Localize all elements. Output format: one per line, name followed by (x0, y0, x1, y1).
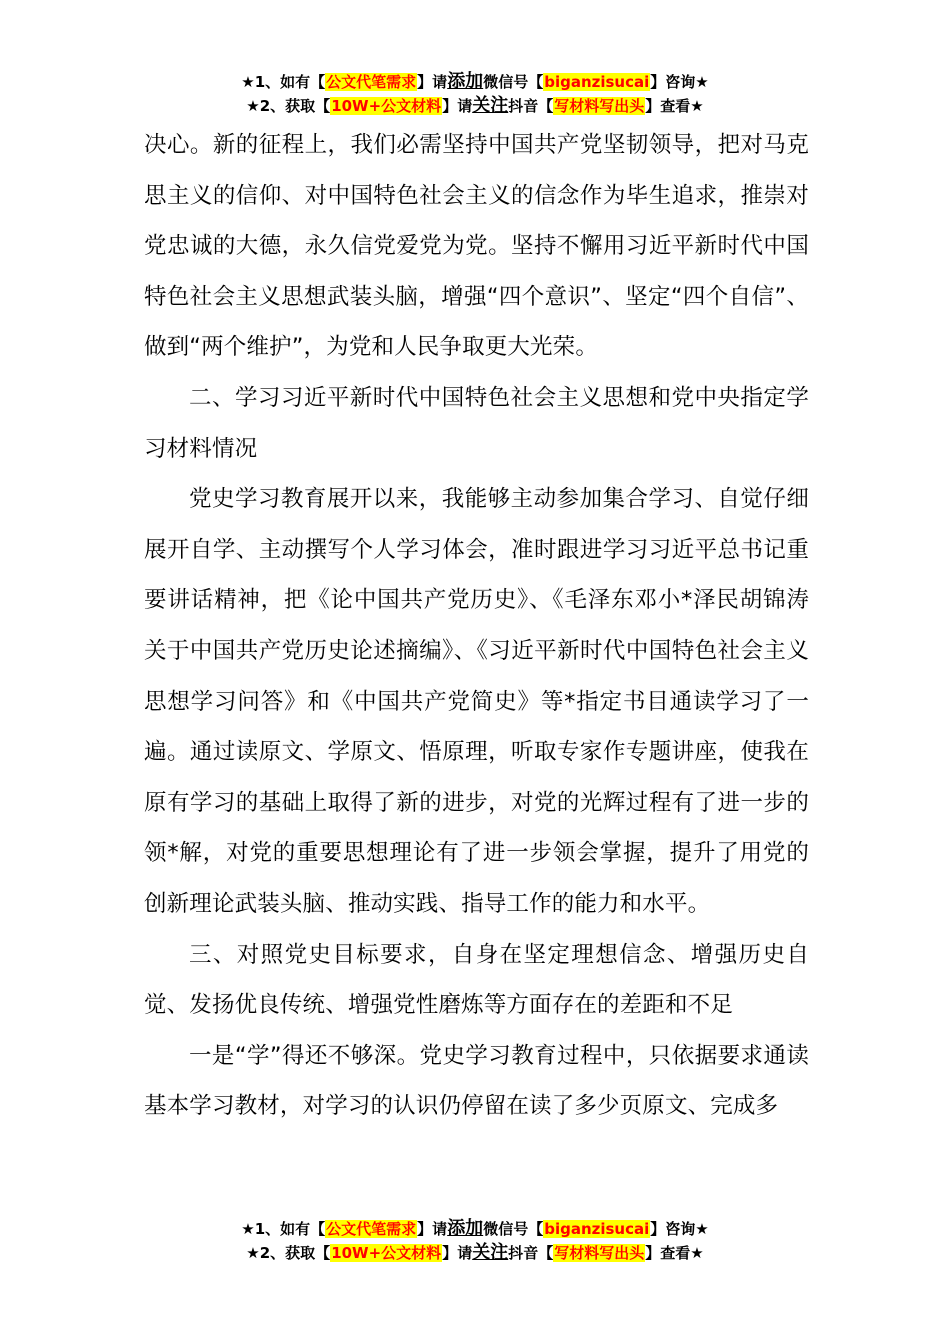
document-body (144, 120, 809, 1132)
paragraph-study-report: 党史学习教育展开以来，我能够主动参加集合学习、自觉仔细展开自学、主动撰写个人学习体会，准时跟进学习习近平总书记重要讲话精神，把《论中国共产党历史》、《毛泽东邓小*泽民胡锦涛关于中国共产党历史论述摘编》、《习近平新时代中国特色社会主义思想学习问答》和《中国共产党简史》等*指定书目通读学习了一遍。通过读原文、学原文、悟原理，听取专家作专题讲座，使我在原有学习的基础上取得了新的进步，对党的光辉过程有了进一步的领*解，对党的重要思想理论有了进一步领会掌握，提升了用党的创新理论武装头脑、推动实践、指导工作的能力和水平。 (144, 486, 809, 917)
footer-line2-mid1: 】请 (442, 1244, 473, 1262)
footer-line1-mid2: 微信号【 (483, 1220, 544, 1238)
footer-line1-mid1: 】请 (417, 1220, 448, 1238)
header-highlight-writing-service: 公文代笔需求 (326, 73, 417, 91)
footer-line2-follow-text: 关注 (472, 1242, 509, 1263)
paragraph-continuation: 决心。新的征程上，我们必需坚持中国共产党坚韧领导，把对马克思主义的信仰、对中国特色社会主义的信念作为毕生追求，推崇对党忠诚的大德，永久信党爱党为党。坚持不懈用习近平新时代中国特色社会主义思想武装头脑，增强“四个意识”、坚定“四个自信”、做到“两个维护”，为党和人民争取更大光荣。 (144, 132, 809, 361)
footer-line-2 (0, 1241, 950, 1265)
header-line2-mid2: 抖音【 (508, 97, 554, 115)
footer-line-1 (0, 1217, 950, 1241)
header-line2-suffix: 】查看★ (645, 97, 704, 115)
paragraph-shortcoming-1: 一是“学”得还不够深。党史学习教育过程中，只依据要求通读基本学习教材，对学习的认识仍停留在读了多少页原文、完成多 (144, 1042, 809, 1120)
header-line1-suffix: 】咨询★ (650, 73, 709, 91)
header-line1-mid2: 微信号【 (483, 73, 544, 91)
footer-highlight-materials: 10W+公文材料 (331, 1244, 442, 1262)
header-line1-add-text: 添加 (447, 71, 484, 92)
footer-highlight-douyin-id: 写材料写出头 (554, 1244, 645, 1262)
footer-line2-prefix: ★2、获取【 (246, 1244, 331, 1262)
page-footer-banner (0, 1217, 950, 1265)
header-line1-prefix: ★1、如有【 (241, 73, 326, 91)
footer-line2-mid2: 抖音【 (508, 1244, 554, 1262)
footer-line2-suffix: 】查看★ (645, 1244, 704, 1262)
section-heading-2: 二、学习习近平新时代中国特色社会主义思想和党中央指定学习材料情况 (144, 384, 809, 462)
header-line-1 (0, 70, 950, 94)
header-line2-prefix: ★2、获取【 (246, 97, 331, 115)
section-heading-3: 三、对照党史目标要求，自身在坚定理想信念、增强历史自觉、发扬优良传统、增强党性磨炼等方面存在的差距和不足 (144, 941, 809, 1019)
header-highlight-wechat-id: biganzisucai (544, 73, 650, 91)
header-line2-follow-text: 关注 (472, 95, 509, 116)
footer-highlight-writing-service: 公文代笔需求 (326, 1220, 417, 1238)
footer-line1-add-text: 添加 (447, 1218, 484, 1239)
header-line-2 (0, 94, 950, 118)
page-header-banner (0, 70, 950, 118)
header-line1-mid1: 】请 (417, 73, 448, 91)
footer-line1-suffix: 】咨询★ (650, 1220, 709, 1238)
header-highlight-douyin-id: 写材料写出头 (554, 97, 645, 115)
header-highlight-materials: 10W+公文材料 (331, 97, 442, 115)
footer-highlight-wechat-id: biganzisucai (544, 1220, 650, 1238)
footer-line1-prefix: ★1、如有【 (241, 1220, 326, 1238)
header-line2-mid1: 】请 (442, 97, 473, 115)
